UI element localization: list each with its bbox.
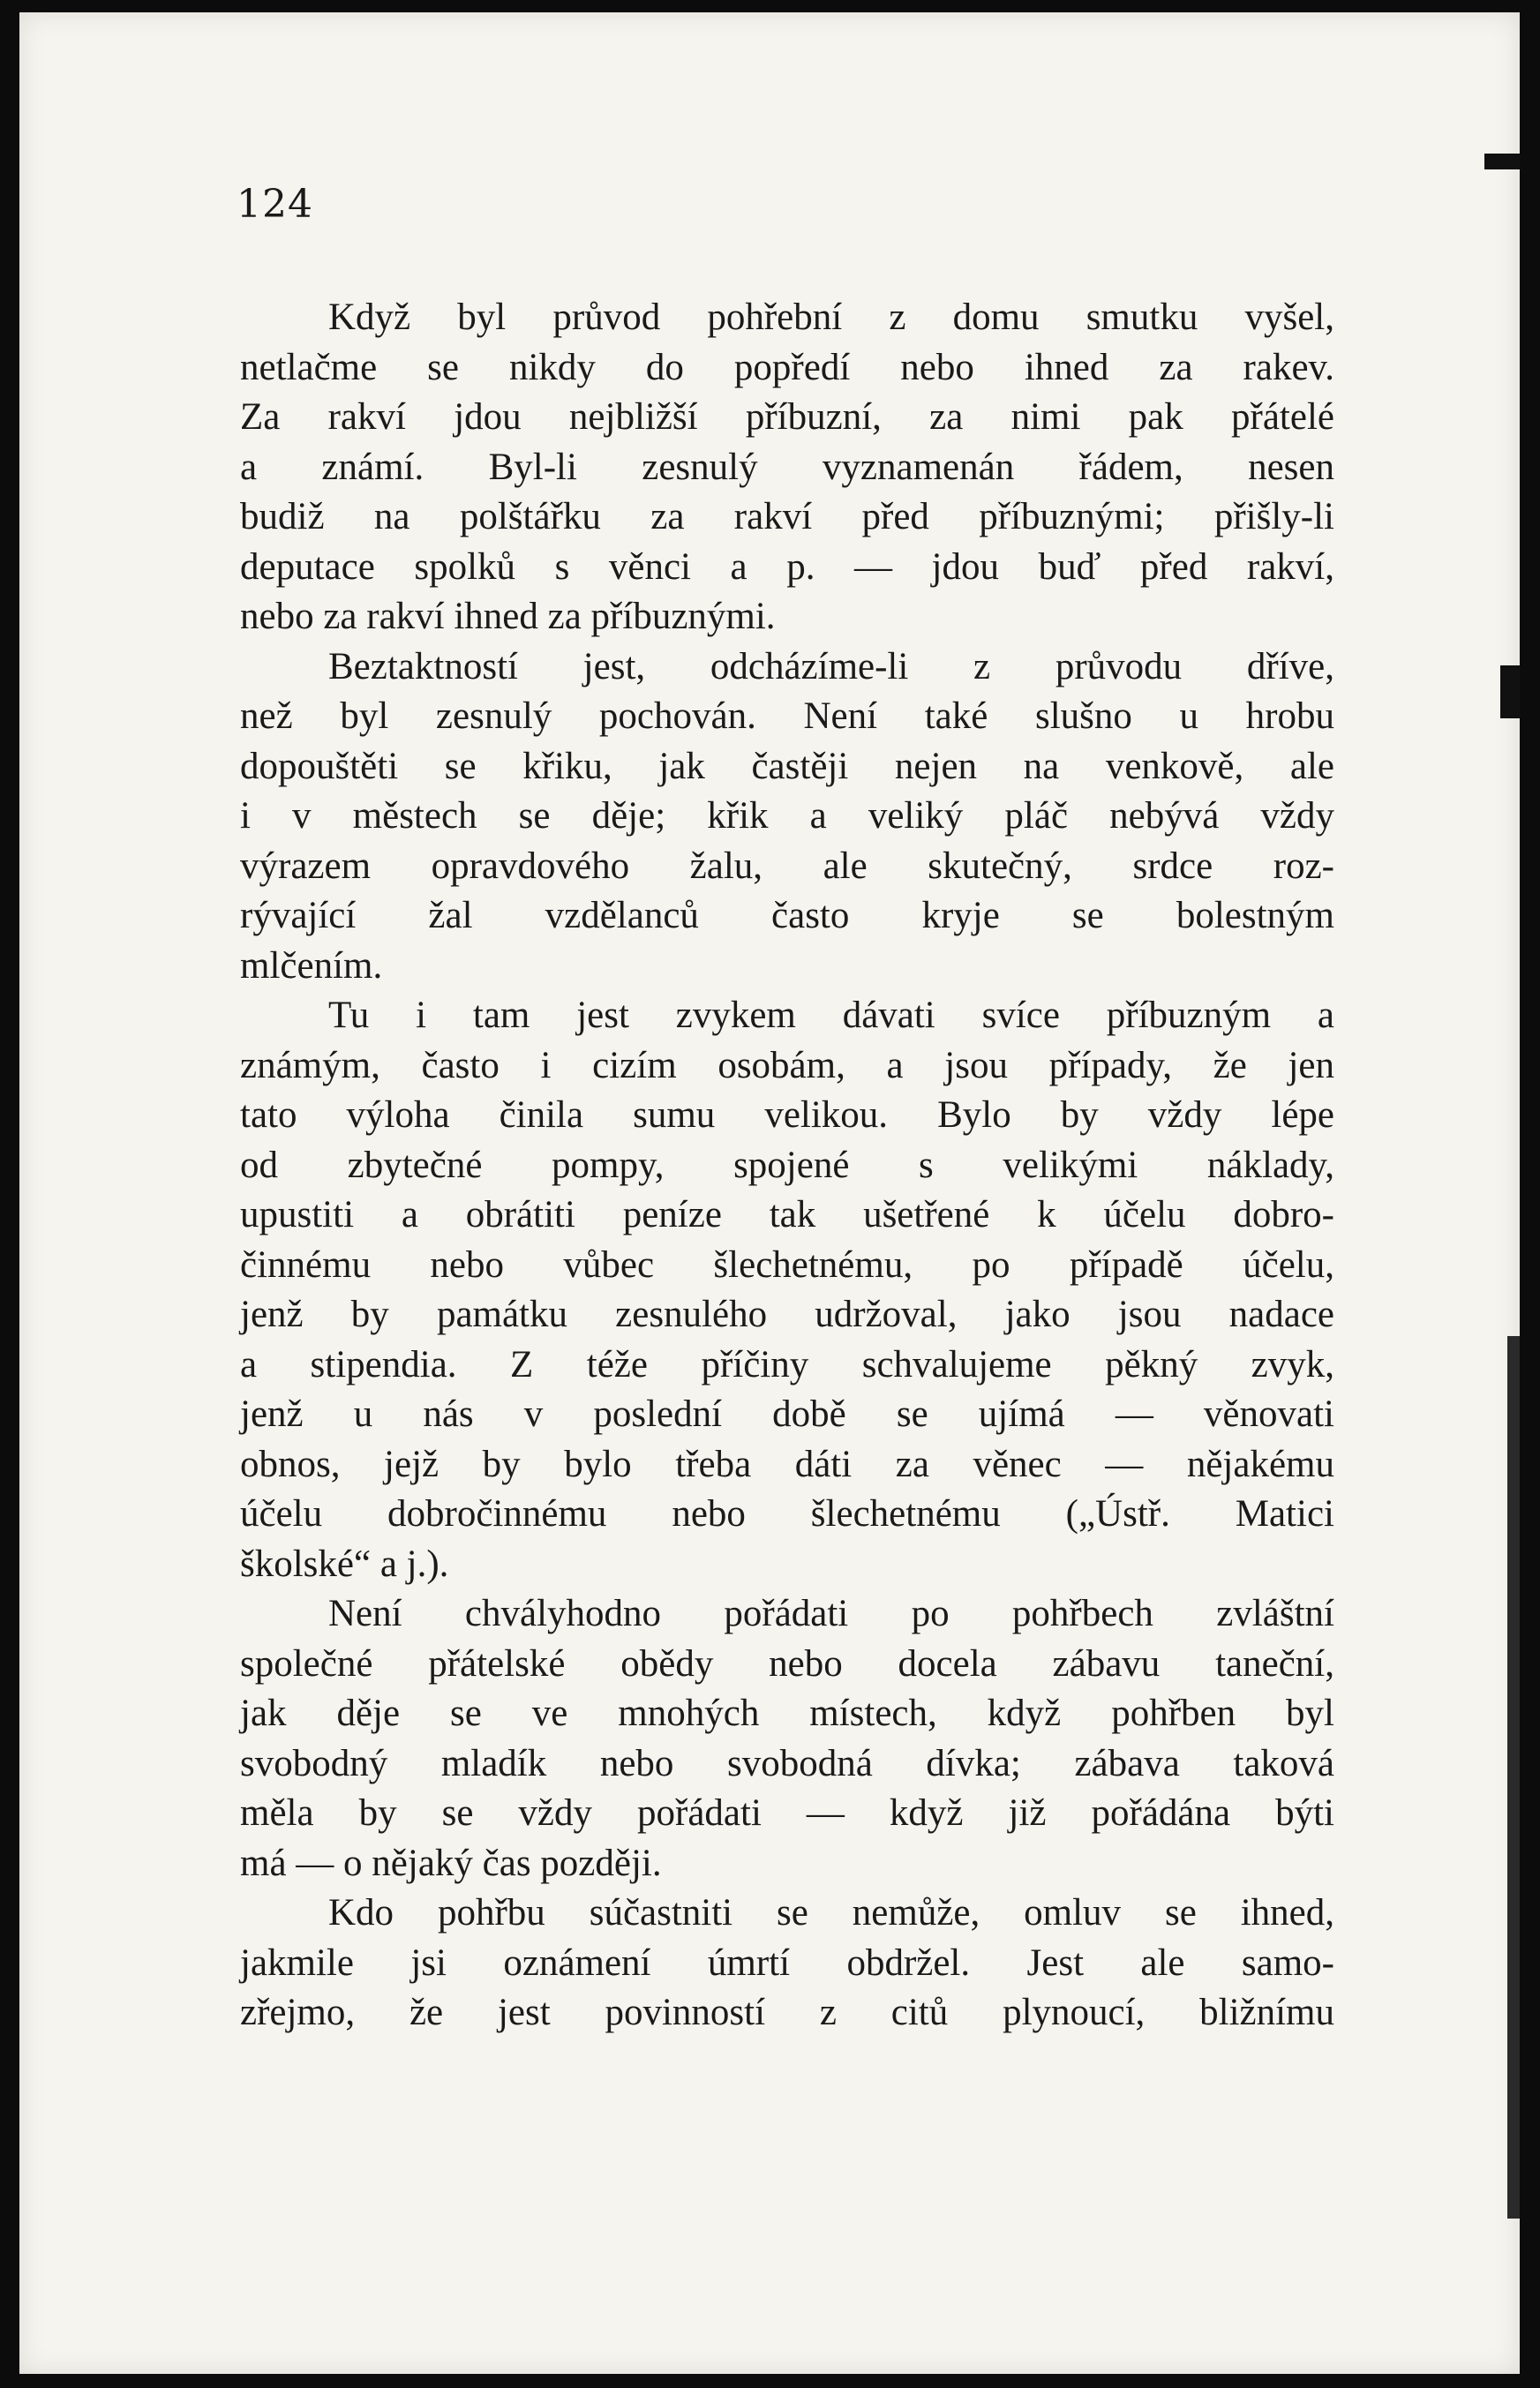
text-line: tato výloha činila sumu velikou. Bylo by vždy lépe	[240, 1094, 1334, 1136]
text-line: zřejmo, že jest povinností z citů plynoucí, bližnímu	[240, 1992, 1334, 2033]
text-line: a stipendia. Z téže příčiny schvalujeme pěkný zvyk,	[240, 1343, 1334, 1385]
paragraph-3	[240, 991, 1334, 1589]
text-line: dopouštěti se křiku, jak častěji nejen na venkově, ale	[240, 745, 1334, 787]
text-line: netlačme se nikdy do popředí nebo ihned za rakev.	[240, 346, 1334, 388]
text-line: měla by se vždy pořádati — když již pořádána býti	[240, 1792, 1334, 1834]
paragraph-5	[240, 1889, 1334, 2039]
paragraph-2	[240, 642, 1334, 992]
text-line: nebo za rakví ihned za příbuznými.	[240, 596, 776, 637]
page-edge-mark-bottom	[1507, 1336, 1520, 2219]
text-line: jakmile jsi oznámení úmrtí obdržel. Jest ale samo-	[240, 1941, 1334, 1984]
text-line: účelu dobročinnému nebo šlechetnému („Ústř. Matici	[240, 1493, 1334, 1535]
page-edge-mark-top	[1484, 154, 1520, 169]
text-line: má — o nějaký čas později.	[240, 1842, 662, 1884]
text-line: a známí. Byl-li zesnulý vyznamenán řádem, nesen	[240, 446, 1334, 488]
text-line: jenž by památku zesnulého udržoval, jako jsou nadace	[240, 1294, 1334, 1335]
text-line: Beztaktností jest, odcházíme-li z průvodu dříve,	[328, 645, 1334, 687]
text-line: než byl zesnulý pochován. Není také slušno u hrobu	[240, 695, 1334, 737]
text-line: Kdo pohřbu súčastniti se nemůže, omluv se ihned,	[328, 1892, 1334, 1934]
text-line: známým, často i cizím osobám, a jsou případy, že jen	[240, 1044, 1334, 1086]
text-line: Když byl průvod pohřební z domu smutku vyšel,	[328, 297, 1334, 338]
text-line: Za rakví jdou nejbližší příbuzní, za nimi pak přátelé	[240, 396, 1334, 438]
text-line: budiž na polštářku za rakví před příbuznými; přišly-li	[240, 496, 1334, 537]
text-line: i v městech se děje; křik a veliký pláč nebývá vždy	[240, 795, 1334, 837]
text-line: společné přátelské obědy nebo docela zábavu taneční,	[240, 1642, 1334, 1685]
text-line: obnos, jejž by bylo třeba dáti za věnec — nějakému	[240, 1443, 1334, 1485]
body-text	[240, 293, 1334, 2039]
text-line: svobodný mladík nebo svobodná dívka; zábava taková	[240, 1742, 1334, 1784]
text-line: jenž u nás v poslední době se ujímá — věnovati	[240, 1393, 1334, 1435]
paragraph-1	[240, 293, 1334, 642]
text-line: výrazem opravdového žalu, ale skutečný, srdce roz-	[240, 845, 1334, 887]
text-line: jak děje se ve mnohých místech, když pohřben byl	[240, 1693, 1334, 1734]
page-number: 124	[237, 182, 313, 227]
text-line: Tu i tam jest zvykem dávati svíce příbuzným a	[328, 995, 1334, 1036]
paragraph-4	[240, 1589, 1334, 1889]
page-edge-mark-middle	[1500, 665, 1520, 718]
text-line: upustiti a obrátiti peníze tak ušetřené k účelu dobro-	[240, 1194, 1334, 1235]
text-line: od zbytečné pompy, spojené s velikými náklady,	[240, 1144, 1334, 1186]
text-line: mlčením.	[240, 944, 383, 987]
text-line: činnému nebo vůbec šlechetnému, po případě účelu,	[240, 1243, 1334, 1286]
text-line: deputace spolků s věnci a p. — jdou buď před rakví,	[240, 545, 1334, 588]
book-page	[19, 12, 1520, 2374]
text-line: školské“ a j.).	[240, 1543, 449, 1585]
text-line: Není chvályhodno pořádati po pohřbech zvláštní	[328, 1593, 1334, 1634]
text-line: rývající žal vzdělanců často kryje se bolestným	[240, 895, 1334, 936]
